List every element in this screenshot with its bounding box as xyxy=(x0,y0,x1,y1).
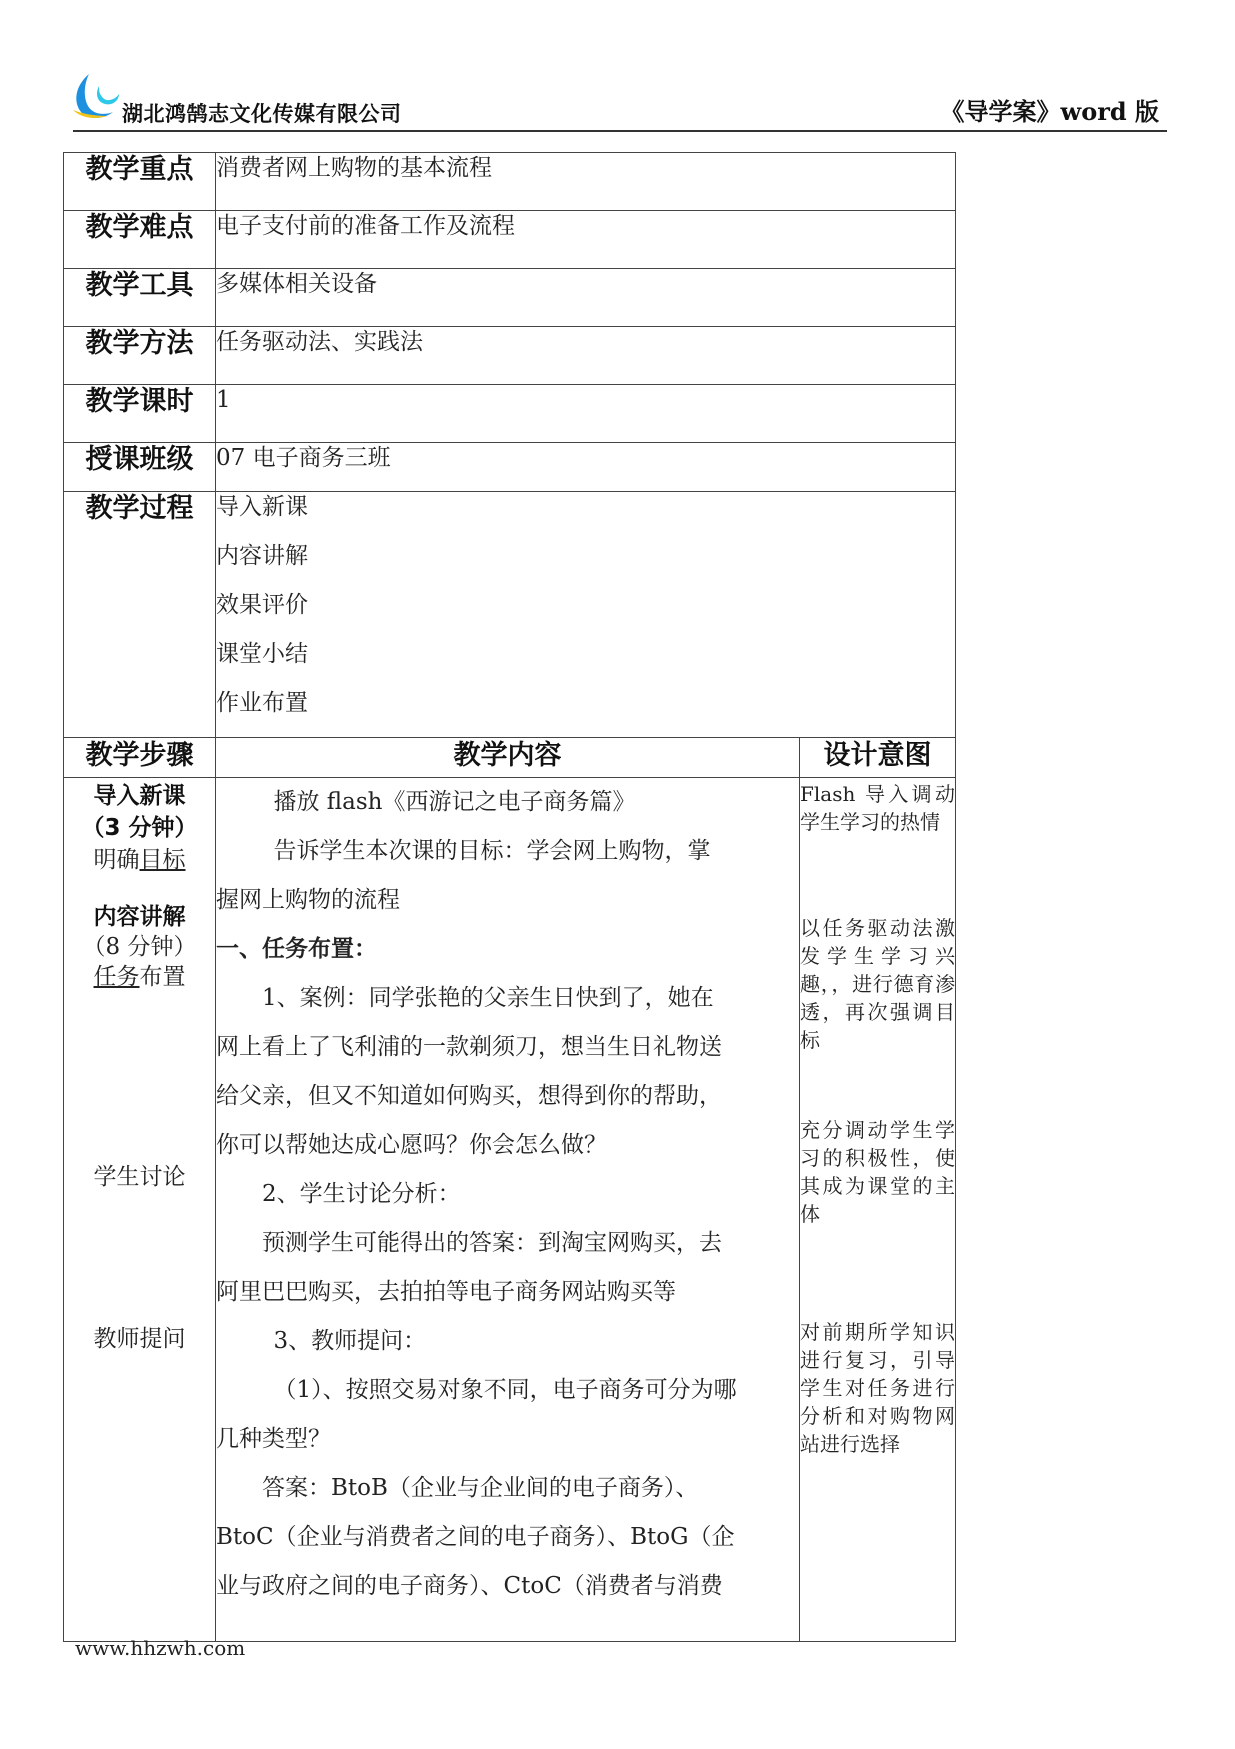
row-label: 教学课时 xyxy=(64,385,216,443)
header-steps: 教学步骤 xyxy=(64,738,216,778)
process-item: 课堂小结 xyxy=(216,641,308,667)
step-title: 内容讲解 xyxy=(93,904,186,930)
content-text: 你可以帮她达成心愿吗？你会怎么做？ xyxy=(216,1132,607,1158)
column-header-row xyxy=(64,738,956,778)
content-text: 2、学生讨论分析： xyxy=(262,1181,461,1207)
row-value: 1 xyxy=(216,385,956,443)
company-name: 湖北鸿鹄志文化传媒有限公司 xyxy=(122,102,402,126)
row-value: 任务驱动法、实践法 xyxy=(216,327,956,385)
row-label: 教学重点 xyxy=(64,153,216,211)
row-value: 07 电子商务三班 xyxy=(216,443,956,492)
content-cell xyxy=(216,778,800,1642)
content-heading: 一、任务布置： xyxy=(216,936,377,962)
content-text: BtoC（企业与消费者之间的电子商务）、BtoG（企 xyxy=(216,1524,735,1550)
content-text: 3、教师提问： xyxy=(273,1328,427,1354)
row-value: 电子支付前的准备工作及流程 xyxy=(216,211,956,269)
content-text: 阿里巴巴购买，去拍拍等电子商务网站购买等 xyxy=(216,1279,676,1305)
row-label: 教学工具 xyxy=(64,269,216,327)
footer-url: www.hhzwh.com xyxy=(75,1636,246,1660)
table-row xyxy=(64,327,956,385)
content-text: 1、案例：同学张艳的父亲生日快到了，她在 xyxy=(262,985,714,1011)
step-subtitle: 任务布置 xyxy=(93,964,186,990)
content-text: 握网上购物的流程 xyxy=(216,887,400,913)
teaching-steps-row xyxy=(64,778,956,1642)
company-logo-icon xyxy=(73,72,123,122)
content-text: 几种类型？ xyxy=(216,1426,331,1452)
row-value: 多媒体相关设备 xyxy=(216,269,956,327)
row-label: 授课班级 xyxy=(64,443,216,492)
lesson-plan-table xyxy=(63,152,956,1642)
content-text: 业与政府之间的电子商务）、CtoC（消费者与消费 xyxy=(216,1573,723,1599)
page-header xyxy=(73,70,1167,132)
content-text: （1）、按照交易对象不同，电子商务可分为哪 xyxy=(273,1377,737,1403)
table-row xyxy=(64,211,956,269)
design-note: 充分调动学生学习的积极性，使其成为课堂的主体 xyxy=(800,1118,955,1226)
header-content: 教学内容 xyxy=(216,738,800,778)
process-row xyxy=(64,492,956,738)
table-row xyxy=(64,153,956,211)
table-row xyxy=(64,443,956,492)
process-item: 导入新课 xyxy=(216,494,308,520)
process-list xyxy=(216,492,956,738)
process-label: 教学过程 xyxy=(64,492,216,738)
step-discussion: 学生讨论 xyxy=(93,1164,186,1190)
content-text: 网上看上了飞利浦的一款剃须刀，想当生日礼物送 xyxy=(216,1034,722,1060)
table-row xyxy=(64,269,956,327)
process-item: 作业布置 xyxy=(216,690,308,716)
steps-cell xyxy=(64,778,216,1642)
step-time: （3 分钟） xyxy=(81,815,198,841)
content-text: 给父亲，但又不知道如何购买，想得到你的帮助， xyxy=(216,1083,722,1109)
design-cell xyxy=(800,778,956,1642)
row-label: 教学难点 xyxy=(64,211,216,269)
content-text: 答案：BtoB（企业与企业间的电子商务）、 xyxy=(262,1475,699,1501)
content-text: 预测学生可能得出的答案：到淘宝网购买，去 xyxy=(262,1230,722,1256)
step-title: 导入新课 xyxy=(93,783,186,809)
design-note: 对前期所学知识进行复习，引导学生对任务进行分析和对购物网站进行选择 xyxy=(800,1320,955,1456)
row-value: 消费者网上购物的基本流程 xyxy=(216,153,956,211)
design-note: Flash 导入调动学生学习的热情 xyxy=(800,782,955,834)
step-question: 教师提问 xyxy=(93,1326,186,1352)
header-design: 设计意图 xyxy=(800,738,956,778)
document-type-label: 《导学案》word 版 xyxy=(940,97,1159,126)
table-row xyxy=(64,385,956,443)
content-text: 播放 flash《西游记之电子商务篇》 xyxy=(273,789,636,815)
process-item: 效果评价 xyxy=(216,592,308,618)
design-note: 以任务驱动法激发学生学习兴趣，，进行德育渗透，再次强调目标 xyxy=(800,916,955,1052)
content-text: 告诉学生本次课的目标：学会网上购物，掌 xyxy=(273,838,711,864)
row-label: 教学方法 xyxy=(64,327,216,385)
step-subtitle: 明确目标 xyxy=(93,847,186,873)
process-item: 内容讲解 xyxy=(216,543,308,569)
step-time: （8 分钟） xyxy=(82,934,197,960)
